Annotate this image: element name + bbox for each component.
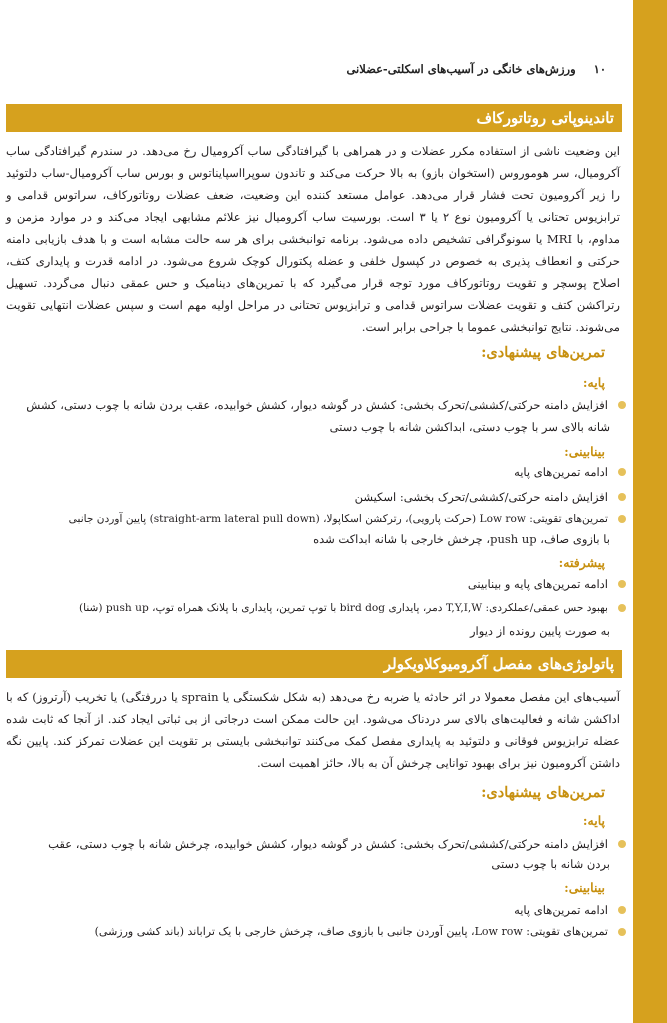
level-heading-intermediate: بینابینی:	[564, 880, 605, 895]
list-item-text: ادامه تمرین‌های پایه	[514, 903, 608, 917]
section-title-banner	[6, 650, 622, 678]
list-item	[6, 486, 626, 508]
list-item-continuation	[6, 853, 624, 875]
list-item	[6, 921, 626, 943]
side-accent-bar	[633, 0, 667, 1023]
list-item-text: به صورت پایین رونده از دیوار	[470, 624, 610, 638]
level-heading-advanced: پیشرفته:	[558, 555, 605, 570]
list-item-continuation	[6, 416, 624, 438]
section-title: تاندینوپاتی روتاتورکاف	[476, 109, 614, 127]
list-item-text: تمرین‌های تقویتی: Low row، پایین آوردن جانبی با بازوی صاف، چرخش خارجی با یک تراباند (باند کشی ورزشی)	[94, 925, 608, 938]
list-item	[6, 461, 626, 483]
exercises-heading: تمرین‌های پیشنهادی:	[481, 344, 605, 361]
level-heading-intermediate: بینابینی:	[564, 444, 605, 459]
running-head-title: ورزش‌های خانگی در آسیب‌های اسکلتی-عضلانی	[346, 62, 576, 76]
list-item-text: بهبود حس عمقی/عملکردی: T,Y,I,W دمر، پایداری bird dog با توپ تمرین، پایداری با پلانک همراه توپ، push up (شنا)	[78, 602, 608, 614]
section-body: این وضعیت ناشی از استفاده مکرر عضلات و در همراهی با گیرافتادگی ساب آکرومیال رخ می‌دهد. در سندرم گیرافتادگی ساب آکرومیال، سر هوموروس (استخوان بازو) به بالا حرکت می‌کند و تاندون سوپرااسپایناتوس و بورس ساب آکرومیال-ساب دلتوئید را زیر آکرومیون تحت فشار قرار می‌دهد. عوامل مستعد کننده این وضعیت، ضعف عضلات روتاتورکاف، سراتوس قدامی و ترابزیوس تحتانی یا آکرومیون نوع ۲ یا ۳ است. بورسیت ساب آکرومیال نیز علائم مشابهی ایجاد می‌کند و در موارد مزمن و مداوم، با MRI یا سونوگرافی تشخیص داده می‌شود. برنامه توانبخشی برای هر سه حالت مشابه است و با هدف بازیابی دامنه حرکتی و انعطاف پذیری به خصوص در کپسول خلفی و عضله پکتورال کوچک شروع می‌شود. در ادامه قدرت و پایداری کتف، اصلاح پوسچر و تقویت روتاتورکاف مورد توجه قرار می‌گیرد که با تمرین‌های دینامیک و حس عمقی دنبال می‌گردد. تسهیل رتراکشن کتف و تقویت عضلات سراتوس قدامی و ترابزیوس تحتانی در مراحل اولیه مهم است و سپس عضلات انتهایی تقویت می‌شوند. نتایج توانبخشی عموما با جراحی برابر است.	[6, 144, 620, 334]
list-item-continuation	[6, 620, 624, 642]
list-item-text: تمرین‌های تقویتی: Low row (حرکت پارویی)، رترکشن اسکاپولا، (straight-arm lateral pull down) پایین آوردن جانبی	[68, 513, 608, 525]
section-title: پاتولوژی‌های مفصل آکرومیوکلاویکولر	[383, 655, 614, 673]
page-number: ۱۰	[593, 62, 606, 76]
list-item-text: با بازوی صاف، push up، چرخش خارجی با شانه ابداکت شده	[313, 532, 610, 546]
list-item	[6, 573, 626, 595]
running-header	[300, 62, 606, 76]
list-item	[6, 833, 626, 855]
list-item-text: شانه بالای سر با چوب دستی، ابداکشن شانه با چوب دستی	[329, 420, 610, 434]
list-item	[6, 508, 626, 530]
level-heading-basic: پایه:	[582, 813, 605, 828]
list-item-continuation	[6, 528, 624, 550]
list-item-text: افزایش دامنه حرکتی/کششی/تحرک بخشی: کشش در گوشه دیوار، کشش خوابیده، عقب بردن شانه با چوب دستی، کشش	[26, 398, 608, 412]
list-item-text: ادامه تمرین‌های پایه	[514, 465, 608, 479]
list-item-text: افزایش دامنه حرکتی/کششی/تحرک بخشی: کشش در گوشه دیوار، کشش خوابیده، چرخش شانه با چوب دستی، عقب	[48, 837, 608, 851]
list-item-text: ادامه تمرین‌های پایه و بینابینی	[467, 577, 608, 591]
list-item-text: افزایش دامنه حرکتی/کششی/تحرک بخشی: اسکیشن	[354, 490, 608, 504]
section-title-banner	[6, 104, 622, 132]
list-item	[6, 597, 626, 619]
list-item-text: بردن شانه با چوب دستی	[491, 857, 610, 871]
list-item	[6, 899, 626, 921]
exercises-heading: تمرین‌های پیشنهادی:	[481, 784, 605, 801]
level-heading-basic: پایه:	[582, 375, 605, 390]
list-item	[6, 394, 626, 416]
section-body: آسیب‌های این مفصل معمولا در اثر حادثه یا ضربه رخ می‌دهد (به شکل شکستگی یا sprain یا دررفتگی) یا تخریب (آرتروز) که با اداکشن شانه و فعالیت‌های بالای سر دردناک می‌شود. این حالت ممکن است درجاتی از بی ثباتی ایجاد کند. از آنجا که ثابت شده عضله ترابزیوس فوقانی و دلتوئید به پایداری مفصل کمک می‌کنند توانبخشی بایستی بر تقویت این عضلات تمرکز کند. پایین نگه داشتن آکرومیون نیز برای بهبود توانایی چرخش آن به بالا، حائز اهمیت است.	[6, 690, 620, 770]
